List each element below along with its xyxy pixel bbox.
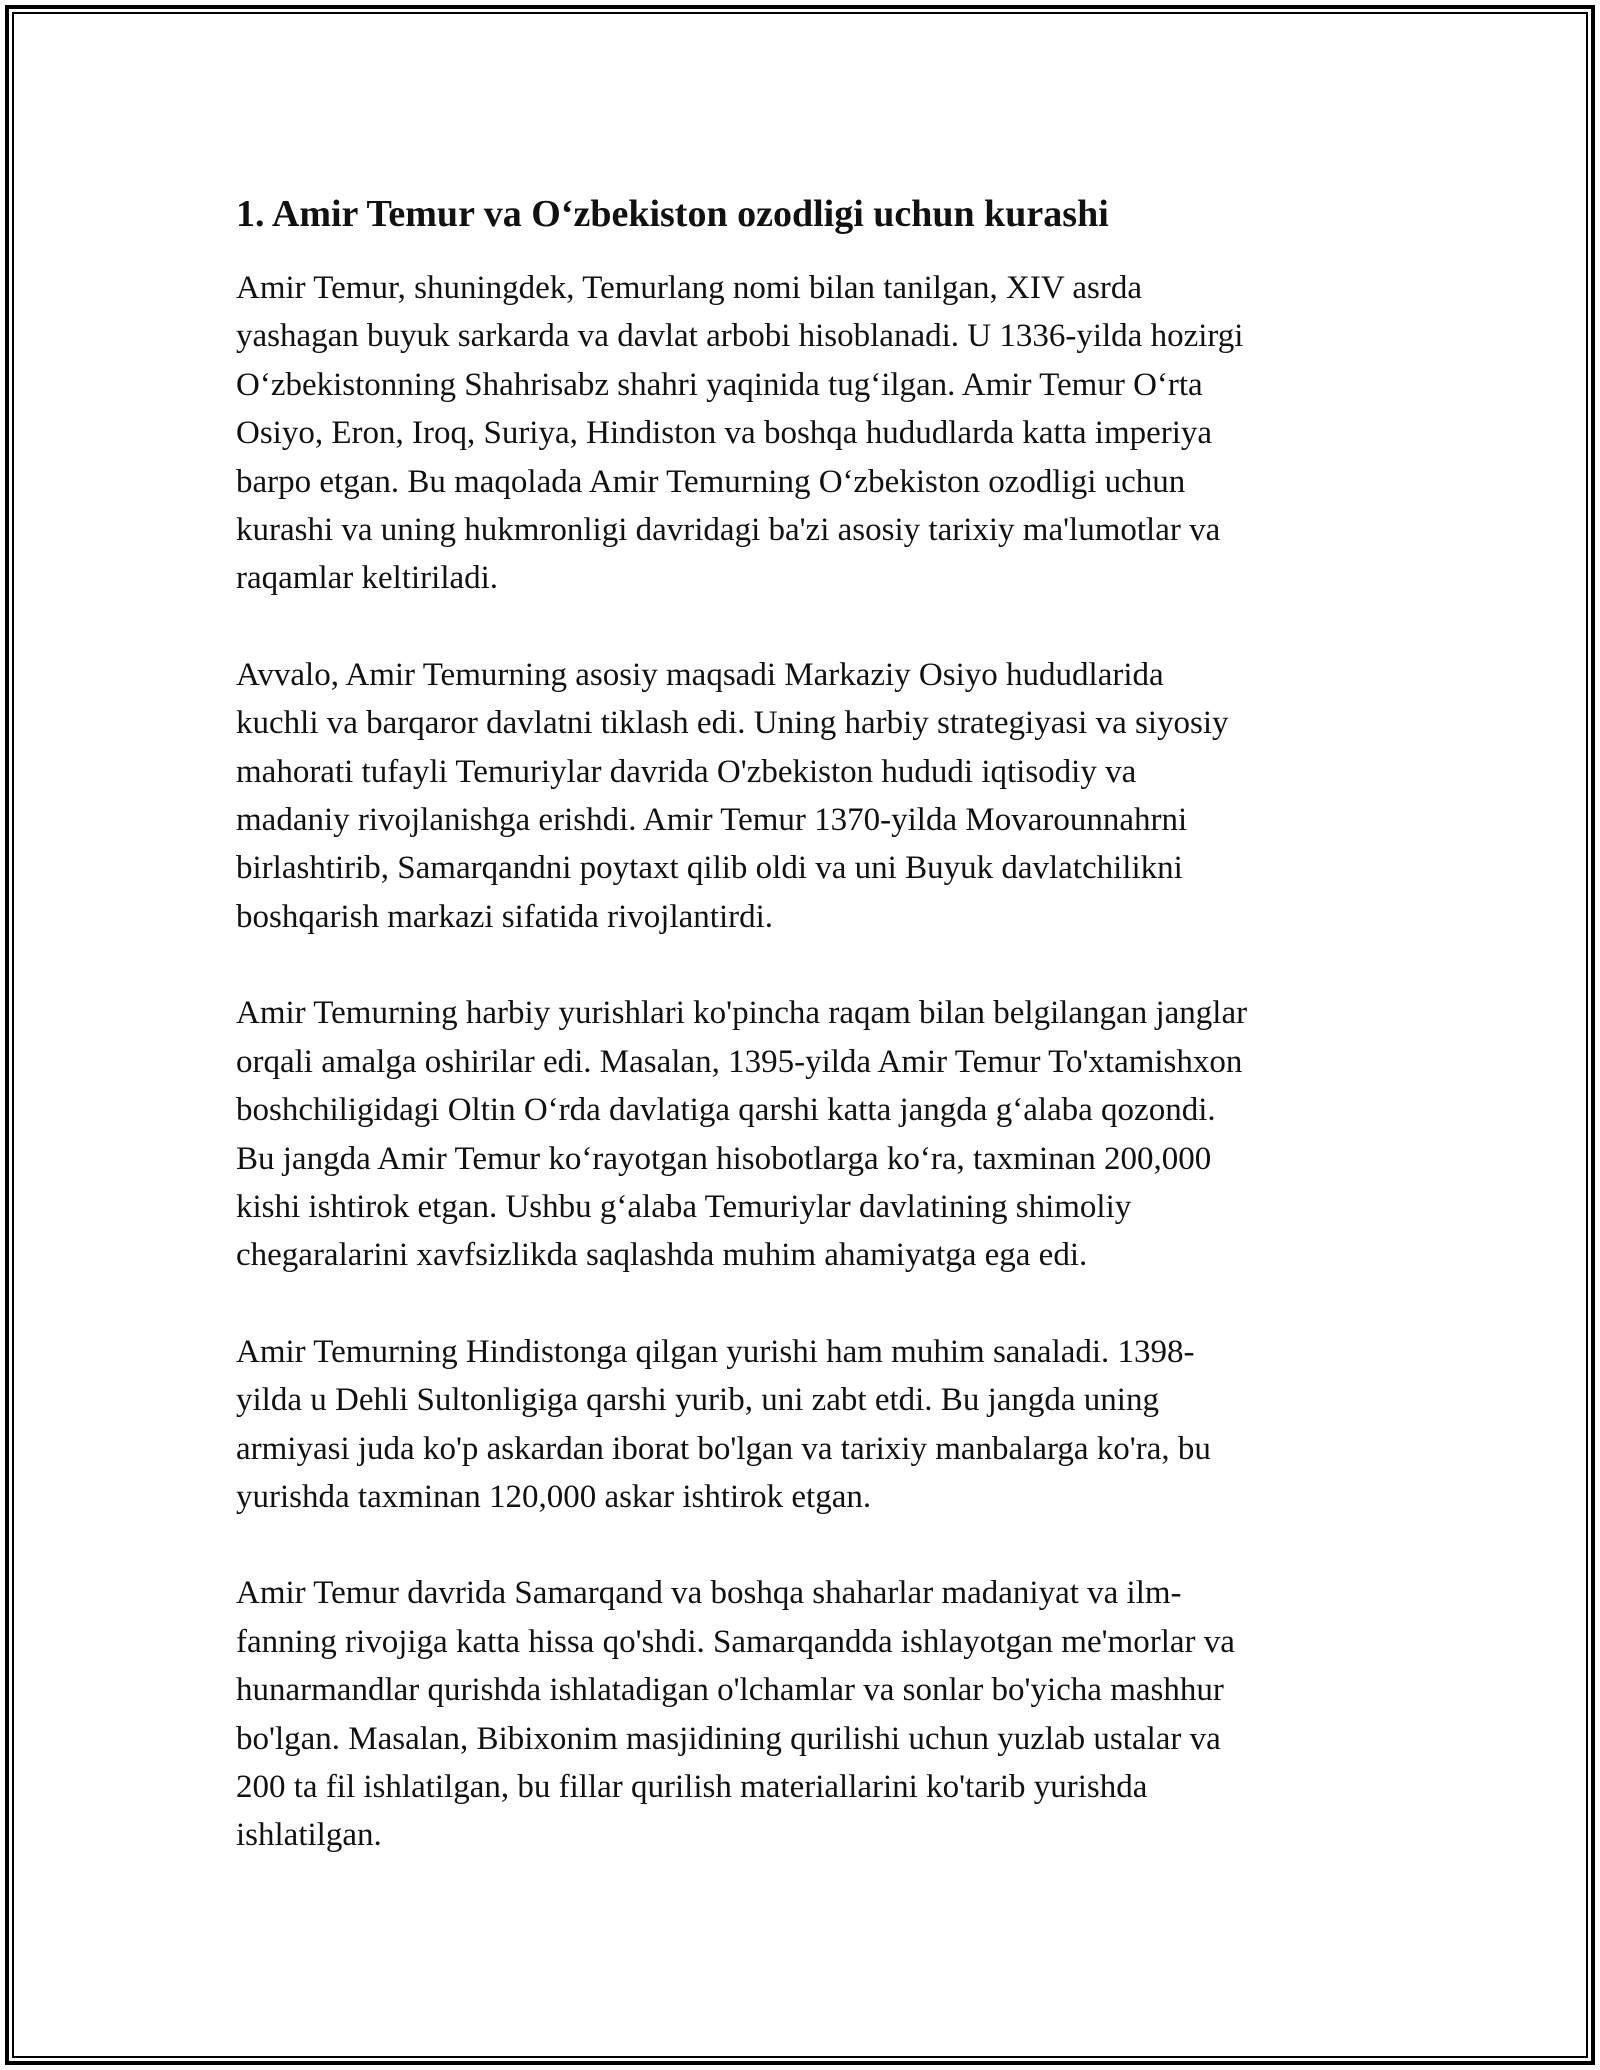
text-line: Amir Temur, shuningdek, Temurlang nomi bilan tanilgan, XIV asrda (236, 270, 1142, 306)
text-line: O‘zbekistonning Shahrisabz shahri yaqinida tug‘ilgan. Amir Temur O‘rta (236, 366, 1203, 403)
text-line: yurishda taxminan 120,000 askar ishtirok etgan. (236, 1478, 872, 1515)
text-line: boshchiligidagi Oltin O‘rda davlatiga qarshi katta jangda g‘alaba qozondi. (236, 1092, 1216, 1129)
text-line: ishlatilgan. (236, 1817, 382, 1854)
text-line: hunarmandlar qurishda ishlatadigan o'lchamlar va sonlar bo'yicha mashhur (236, 1672, 1224, 1709)
text-line: mahorati tufayli Temuriylar davrida O'zbekiston hududi iqtisodiy va (236, 753, 1137, 790)
text-line: raqamlar keltiriladi. (236, 560, 499, 597)
text-line: chegaralarini xavfsizlikda saqlashda muhim ahamiyatga ega edi. (236, 1237, 1088, 1274)
text-line: birlashtirib, Samarqandni poytaxt qilib oldi va uni Buyuk davlatchilikni (236, 850, 1183, 887)
text-line: Amir Temurning harbiy yurishlari ko'pincha raqam bilan belgilangan janglar (236, 995, 1248, 1032)
text-line: 200 ta fil ishlatilgan, bu fillar qurilish materiallarini ko'tarib yurishda (236, 1768, 1148, 1805)
text-line: kuchli va barqaror davlatni tiklash edi. Uning harbiy strategiyasi va siyosiy (236, 705, 1229, 742)
document-body (236, 186, 1386, 1908)
text-line: boshqarish markazi sifatida rivojlantirdi. (236, 898, 774, 935)
text-line: fanning rivojiga katta hissa qo'shdi. Samarqandda ishlayotgan me'morlar va (236, 1623, 1235, 1660)
paragraph-military-campaigns (236, 989, 1386, 1279)
paragraph-state-building (236, 651, 1386, 941)
text-line: Bu jangda Amir Temur ko‘rayotgan hisobotlarga ko‘ra, taxminan 200,000 (236, 1140, 1212, 1177)
text-line: Amir Temurning Hindistonga qilgan yurishi ham muhim sanaladi. 1398- (236, 1333, 1195, 1370)
text-line: orqali amalga oshirilar edi. Masalan, 1395-yilda Amir Temur To'xtamishxon (236, 1043, 1243, 1080)
text-line: armiyasi juda ko'p askardan iborat bo'lgan va tarixiy manbalarga ko'ra, bu (236, 1430, 1211, 1467)
paragraph-introduction (236, 264, 1386, 603)
section-heading: 1. Amir Temur va O‘zbekiston ozodligi uchun kurashi (236, 193, 1109, 235)
text-line: yashagan buyuk sarkarda va davlat arbobi hisoblanadi. U 1336-yilda hozirgi (236, 318, 1244, 355)
paragraph-culture-science (236, 1569, 1386, 1859)
text-line: madaniy rivojlanishga erishdi. Amir Temur 1370-yilda Movarounnahrni (236, 802, 1188, 839)
text-line: barpo etgan. Bu maqolada Amir Temurning O‘zbekiston ozodligi uchun (236, 463, 1186, 500)
text-line: Avvalo, Amir Temurning asosiy maqsadi Markaziy Osiyo hududlarida (236, 656, 1164, 693)
paragraph-india-campaign (236, 1328, 1386, 1522)
text-line: bo'lgan. Masalan, Bibixonim masjidining qurilishi uchun yuzlab ustalar va (236, 1720, 1221, 1757)
text-line: Osiyo, Eron, Iroq, Suriya, Hindiston va boshqa hududlarda katta imperiya (236, 415, 1213, 452)
text-line: Amir Temur davrida Samarqand va boshqa shaharlar madaniyat va ilm- (236, 1575, 1182, 1612)
text-line: kishi ishtirok etgan. Ushbu g‘alaba Temuriylar davlatining shimoliy (236, 1188, 1132, 1225)
text-line: kurashi va uning hukmronligi davridagi ba'zi asosiy tarixiy ma'lumotlar va (236, 512, 1221, 549)
text-line: yilda u Dehli Sultonligiga qarshi yurib, uni zabt etdi. Bu jangda uning (236, 1382, 1159, 1419)
